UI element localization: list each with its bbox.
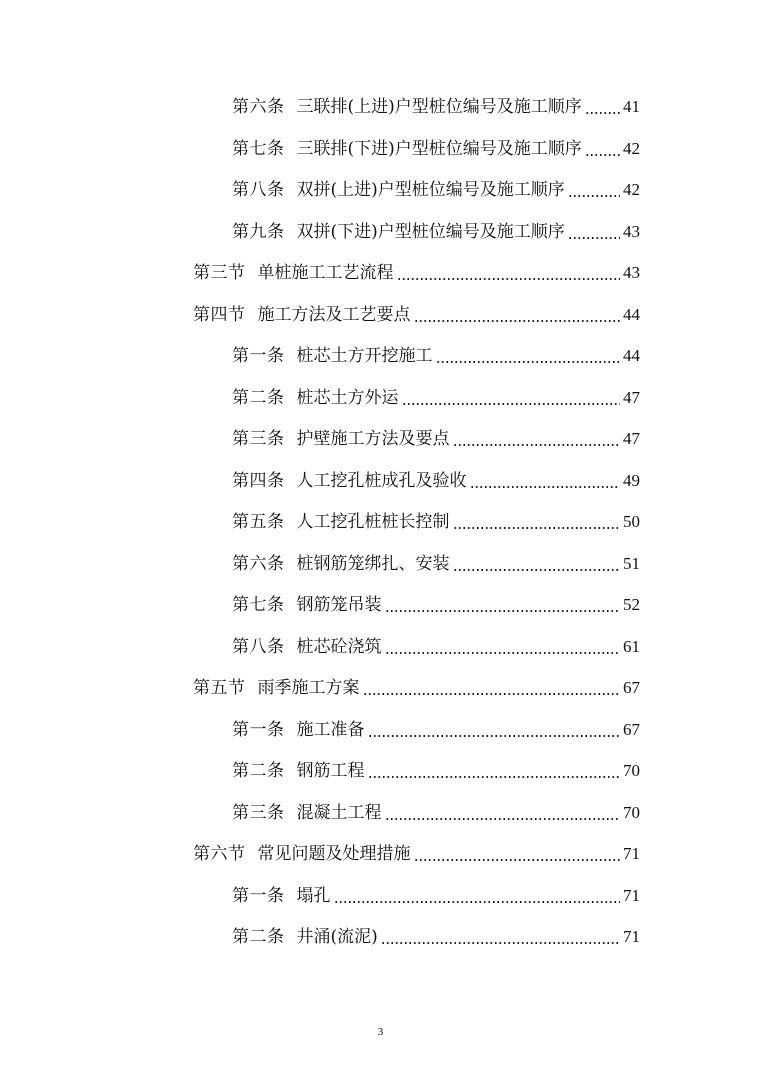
toc-entry-title: 双拼(上进)户型桩位编号及施工顺序 <box>296 180 565 200</box>
toc-entry-title: 人工挖孔桩桩长控制 <box>296 512 450 532</box>
toc-entry-label: 第七条 <box>232 138 285 159</box>
toc-dot-leader <box>385 594 621 616</box>
toc-dot-leader <box>585 138 620 160</box>
toc-entry-title: 桩芯砼浇筑 <box>296 636 382 657</box>
toc-dot-leader <box>363 677 621 699</box>
toc-entry[interactable] <box>232 130 640 160</box>
toc-entry-label: 第四节 <box>193 304 246 325</box>
toc-entry-title: 雨季施工方案 <box>257 678 360 698</box>
toc-entry[interactable] <box>232 752 640 782</box>
toc-entry[interactable] <box>232 794 640 824</box>
toc-entry-label: 第八条 <box>232 636 285 657</box>
toc-entry[interactable] <box>232 503 640 533</box>
toc-entry-page: 42 <box>623 138 640 158</box>
toc-entry[interactable] <box>232 88 640 118</box>
toc-entry[interactable] <box>232 711 640 741</box>
toc-entry-title: 桩芯土方开挖施工 <box>296 346 433 366</box>
toc-entry-page: 41 <box>623 97 640 116</box>
toc-entry-label: 第一条 <box>232 719 285 740</box>
toc-entry-page: 47 <box>623 429 640 448</box>
toc-entry-label: 第六条 <box>232 553 285 574</box>
toc-entry-label: 第六条 <box>232 97 285 117</box>
toc-dot-leader <box>436 345 621 367</box>
toc-entry[interactable] <box>232 628 640 658</box>
toc-dot-leader <box>334 885 621 907</box>
toc-entry[interactable] <box>193 296 640 326</box>
toc-entry-label: 第三条 <box>232 802 285 823</box>
toc-entry-label: 第二条 <box>232 387 285 408</box>
toc-dot-leader <box>568 179 620 201</box>
toc-entry-title: 钢筋工程 <box>296 761 365 781</box>
toc-entry-title: 三联排(下进)户型桩位编号及施工顺序 <box>296 138 582 159</box>
toc-entry-label: 第一条 <box>232 885 285 906</box>
toc-entry-label: 第一条 <box>232 346 285 366</box>
toc-entry-title: 桩钢筋笼绑扎、安装 <box>296 553 450 574</box>
toc-entry-title: 施工准备 <box>296 719 365 740</box>
toc-entry-label: 第六节 <box>193 844 246 864</box>
toc-entry-title: 单桩施工工艺流程 <box>257 263 394 283</box>
toc-dot-leader <box>470 470 621 492</box>
toc-entry-page: 42 <box>623 180 640 199</box>
toc-entry-page: 52 <box>623 595 640 614</box>
toc-dot-leader <box>368 719 621 741</box>
toc-entry-label: 第五条 <box>232 512 285 532</box>
toc-dot-leader <box>381 926 620 948</box>
toc-entry-title: 钢筋笼吊装 <box>296 595 382 615</box>
toc-entry-title: 施工方法及工艺要点 <box>257 304 411 325</box>
toc-entry[interactable] <box>193 669 640 699</box>
toc-dot-leader <box>414 843 621 865</box>
toc-entry-page: 71 <box>623 927 640 946</box>
toc-dot-leader <box>453 511 621 533</box>
toc-entry[interactable] <box>193 254 640 284</box>
toc-entry-title: 塌孔 <box>296 885 331 906</box>
toc-entry[interactable] <box>232 379 640 409</box>
toc-entry[interactable] <box>232 586 640 616</box>
toc-entry-title: 人工挖孔桩成孔及验收 <box>296 470 467 491</box>
toc-entry-page: 44 <box>623 346 640 365</box>
toc-entry[interactable] <box>232 337 640 367</box>
toc-entry-page: 50 <box>623 512 640 531</box>
toc-entry-page: 71 <box>623 844 640 863</box>
toc-entry-page: 71 <box>623 885 640 905</box>
toc-entry-title: 井涌(流泥) <box>296 927 378 947</box>
toc-entry[interactable] <box>193 835 640 865</box>
toc-entry-title: 桩芯土方外运 <box>296 387 399 408</box>
toc-dot-leader <box>368 760 621 782</box>
toc-entry-page: 49 <box>623 470 640 490</box>
toc-entry-page: 47 <box>623 387 640 407</box>
toc-entry-page: 44 <box>623 304 640 324</box>
toc-dot-leader <box>397 262 621 284</box>
toc-entry-page: 70 <box>623 761 640 780</box>
toc-entry-page: 67 <box>623 719 640 739</box>
toc-entry-label: 第五节 <box>193 678 246 698</box>
toc-entry-page: 67 <box>623 678 640 697</box>
toc-dot-leader <box>385 802 621 824</box>
toc-entry-page: 43 <box>623 221 640 241</box>
toc-entry-title: 护壁施工方法及要点 <box>296 429 450 449</box>
toc-entry-title: 常见问题及处理措施 <box>257 844 411 864</box>
toc-entry-label: 第二条 <box>232 927 285 947</box>
toc-entry-label: 第三节 <box>193 263 246 283</box>
toc-entry-page: 51 <box>623 553 640 573</box>
toc-entry-title: 混凝土工程 <box>296 802 382 823</box>
toc-entry[interactable] <box>232 877 640 907</box>
toc-entry-page: 61 <box>623 636 640 656</box>
toc-entry-page: 70 <box>623 802 640 822</box>
page-number: 3 <box>377 1026 384 1038</box>
toc-entry-label: 第七条 <box>232 595 285 615</box>
toc-entry-label: 第三条 <box>232 429 285 449</box>
toc-entry-label: 第八条 <box>232 180 285 200</box>
toc-dot-leader <box>585 96 620 118</box>
toc-entry[interactable] <box>232 462 640 492</box>
toc-entry[interactable] <box>232 918 640 948</box>
toc-entry-label: 第九条 <box>232 221 285 242</box>
toc-dot-leader <box>453 428 621 450</box>
toc-entry[interactable] <box>232 171 640 201</box>
toc-entry-title: 三联排(上进)户型桩位编号及施工顺序 <box>296 97 582 117</box>
toc-dot-leader <box>414 304 621 326</box>
toc-dot-leader <box>385 636 621 658</box>
toc-entry[interactable] <box>232 420 640 450</box>
toc-entry[interactable] <box>232 545 640 575</box>
toc-dot-leader <box>453 553 621 575</box>
toc-dot-leader <box>402 387 621 409</box>
toc-entry-page: 43 <box>623 263 640 282</box>
toc-entry-label: 第二条 <box>232 761 285 781</box>
toc-entry-title: 双拼(下进)户型桩位编号及施工顺序 <box>296 221 565 242</box>
toc-dot-leader <box>568 221 620 243</box>
toc-entry[interactable] <box>232 213 640 243</box>
toc-entry-label: 第四条 <box>232 470 285 491</box>
